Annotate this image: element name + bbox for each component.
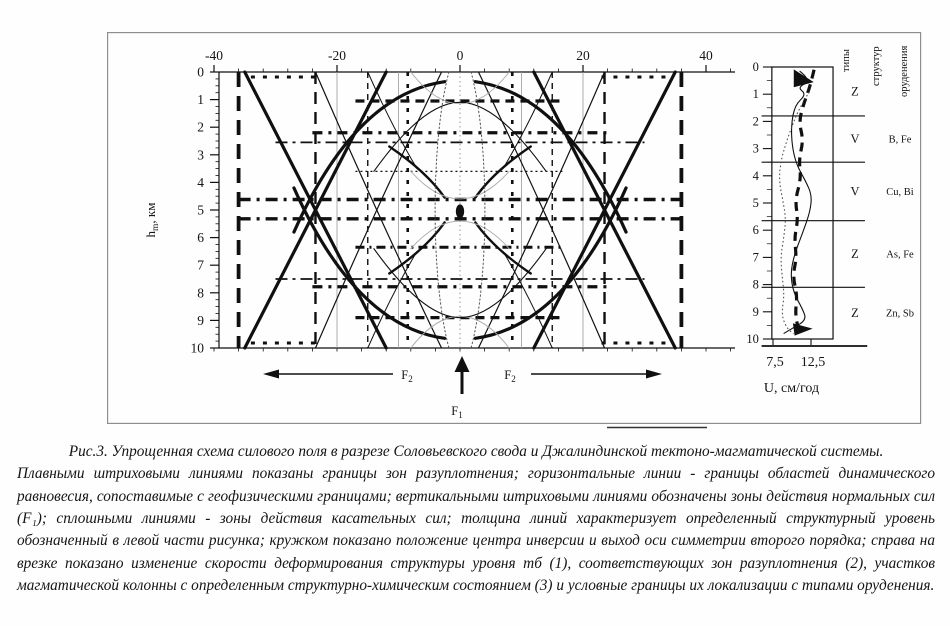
field-curve [471,72,485,348]
inset-y-tick-label: 5 [752,196,759,210]
inset-y-tick-label: 7 [752,250,759,265]
field-curve [478,72,604,348]
zone-ore-label: Zn, Sb [885,308,915,320]
zone-type-label: Z [851,306,859,321]
main-y-axis-label: $h_m$, км [143,202,161,238]
inset-y-tick-label: 3 [752,141,759,156]
inset-y-tick-label: 2 [752,114,759,129]
figure-border [108,33,921,424]
inset-y-tick-label: 6 [752,223,759,238]
inset-x-tick-label: 12,5 [800,355,826,370]
field-curve [478,72,604,348]
zone-type-label: V [850,132,860,147]
inset-y-tick-label: 10 [746,332,759,346]
y-tick-label: 9 [197,312,204,328]
force-label-f1: $F_1$ [451,404,463,420]
arrowhead-right-icon [646,370,662,379]
arrowhead-up-icon [455,356,470,372]
field-curve [315,72,441,348]
figure-svg [107,10,922,438]
inset-col-header-ore: оруденения [899,45,910,97]
x-tick-label: 0 [456,48,464,63]
caption-title: Рис.3. Упрощенная схема силового поля в разрезе Соловьевского свода и Джалиндинской тектоно-магматической системы. [68,443,884,460]
zone-ore-label: B, Fe [888,134,912,146]
zone-type-label: Z [851,247,859,261]
field-curve [435,72,449,348]
inset-y-tick-label: 0 [752,60,759,74]
x-tick-label: -40 [205,48,223,63]
y-tick-label: 6 [197,230,204,246]
inset-curve-magmatic-column [780,91,810,333]
y-tick-label: 5 [197,202,204,218]
inset-marker-bottom [794,324,811,335]
field-curve [368,72,417,169]
inset-col-header-types: типы [841,49,852,72]
inset-x-tick-label: 7,5 [766,355,784,370]
arrowhead-left-icon [263,370,279,379]
field-curve [503,251,552,348]
y-tick-label: 10 [190,340,204,356]
x-tick-label: -20 [328,48,346,63]
inset-col-header-types: структур [871,46,882,86]
zone-type-label: V [850,184,860,199]
y-tick-label: 7 [197,257,204,273]
x-tick-label: 40 [699,48,713,63]
inset-x-axis-label: U, см/год [763,381,820,396]
x-tick-label: 20 [576,48,590,63]
caption-body: Плавными штриховыми линиями показаны границы зон разуплотнения; горизонтальные линии - границы областей динамического равновесия, сопоставимые с геофизическими границами; вертикальными штриховыми линиями обозначены зоны действия нормальных сил (F₁); сплошными линиями - зоны действия касательных сил; толщина линий характеризует определенный структурный уровень обозначенный в левой части рисунка; кружком показано положение центра инверсии и выход оси симметрии второго порядка; справа на врезке показано изменение скорости деформирования структуры уровня тб (1), соответствующих зон разуплотнения (2), участков магматической колонны с определенным структурно-химическим состоянием (3) и условные границы их локализации с типами оруденения. [17,465,935,594]
inset-y-tick-label: 4 [752,168,759,183]
inset-y-tick-label: 9 [752,304,759,319]
y-tick-label: 2 [197,119,204,135]
force-label-f2-left: $F_2$ [401,368,413,384]
field-curve [315,72,441,348]
inset-y-tick-label: 8 [752,277,759,292]
field-curve [503,72,552,169]
center-inversion-ellipse [456,204,464,218]
y-tick-label: 8 [197,285,204,301]
y-tick-label: 1 [197,92,204,108]
inset-box [772,67,833,339]
figure-caption [17,441,935,597]
y-tick-label: 0 [197,64,204,80]
zone-type-label: Z [851,84,859,99]
y-tick-label: 4 [197,174,204,190]
zone-ore-label: As, Fe [886,249,914,261]
y-tick-label: 3 [197,147,204,163]
field-curve [368,251,417,348]
zone-ore-label: Cu, Bi [886,186,914,198]
force-label-f2-right: $F_2$ [504,368,516,384]
inset-y-tick-label: 1 [752,87,759,102]
